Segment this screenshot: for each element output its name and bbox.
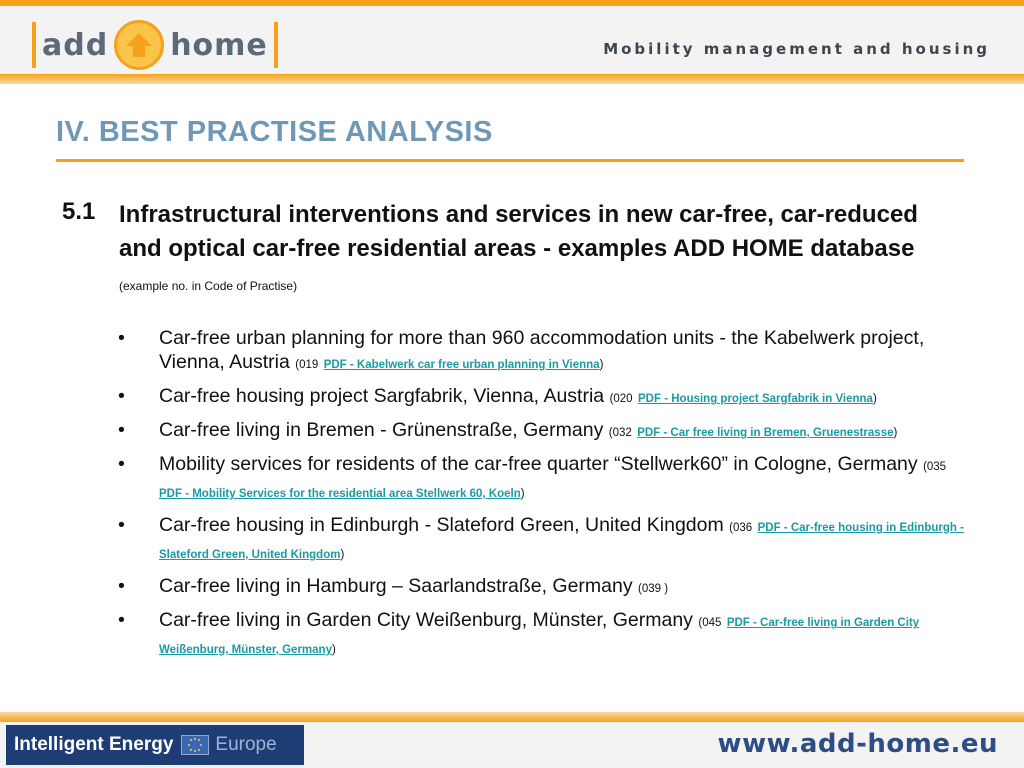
list-item-text: Car-free living in Garden City Weißenburg, Münster, Germany xyxy=(159,609,693,631)
list-item xyxy=(118,326,966,377)
example-ref: (036 xyxy=(729,522,753,534)
ref-close: ) xyxy=(340,549,345,561)
website-url[interactable]: www.add-home.eu xyxy=(717,729,998,759)
list-item-text: Mobility services for residents of the car-free quarter “Stellwerk60” in Cologne, Germany xyxy=(159,453,918,475)
title-divider xyxy=(56,159,964,162)
pdf-link[interactable]: PDF - Kabelwerk car free urban planning in Vienna xyxy=(323,359,600,371)
list-item xyxy=(118,418,966,445)
program-region: Europe xyxy=(215,734,277,755)
example-ref: (019 xyxy=(295,359,319,371)
ref-close: ) xyxy=(599,359,604,371)
logo-word-home: home xyxy=(170,27,268,63)
bullet-dot: • xyxy=(118,453,125,475)
bullet-dot: • xyxy=(118,514,125,536)
add-home-logo xyxy=(26,16,284,74)
examples-list xyxy=(118,326,966,669)
ref-close: ) xyxy=(893,427,898,439)
pdf-link[interactable]: PDF - Car-free living in Garden City Weißenburg, Münster, Germany xyxy=(159,617,920,656)
pdf-link[interactable]: PDF - Housing project Sargfabrik in Vienna xyxy=(638,393,873,405)
bullet-dot: • xyxy=(118,327,125,349)
ref-close: ) xyxy=(331,644,336,656)
list-item-text: Car-free living in Hamburg – Saarlandstraße, Germany xyxy=(159,575,633,597)
example-ref: (032 xyxy=(608,427,632,439)
example-ref: (020 xyxy=(609,393,633,405)
section-heading-text xyxy=(119,198,962,303)
section-number: 5.1 xyxy=(62,198,96,225)
house-arrow-icon xyxy=(114,20,164,70)
list-item-text: Car-free urban planning for more than 960 accommodation units - the Kabelwerk project, Vienna, Austria xyxy=(159,327,925,373)
section-heading xyxy=(62,198,962,303)
section-heading-note: (example no. in Code of Practise) xyxy=(119,279,298,293)
footer-accent-band xyxy=(0,712,1024,722)
logo-divider-left xyxy=(32,22,36,68)
page-title: IV. BEST PRACTISE ANALYSIS xyxy=(56,116,493,148)
header-accent-band xyxy=(0,74,1024,84)
list-item xyxy=(118,574,966,601)
tagline: Mobility management and housing xyxy=(603,40,990,58)
pdf-link[interactable]: PDF - Car free living in Bremen, Gruenestrasse xyxy=(637,427,894,439)
list-item xyxy=(118,608,966,662)
list-item-text: Car-free housing project Sargfabrik, Vienna, Austria xyxy=(159,385,605,407)
bullet-dot: • xyxy=(118,419,125,441)
example-ref: (045 xyxy=(698,617,722,629)
bullet-dot: • xyxy=(118,609,125,631)
section-heading-title: Infrastructural interventions and services in new car-free, car-reduced and optical car-free residential areas - examples ADD HOME database xyxy=(119,201,918,262)
ref-close: ) xyxy=(520,488,525,500)
example-ref: (035 xyxy=(923,461,947,473)
logo-divider-right xyxy=(274,22,278,68)
logo-word-add: add xyxy=(42,27,109,63)
list-item xyxy=(118,513,966,567)
bullet-dot: • xyxy=(118,385,125,407)
list-item-text: Car-free housing in Edinburgh - Slateford Green, United Kingdom xyxy=(159,514,724,536)
ref-close: ) xyxy=(872,393,877,405)
eu-flag-icon xyxy=(181,735,209,755)
pdf-link[interactable]: PDF - Car-free housing in Edinburgh - Slateford Green, United Kingdom xyxy=(159,522,964,561)
intelligent-energy-europe-logo xyxy=(6,725,304,765)
pdf-link[interactable]: PDF - Mobility Services for the residential area Stellwerk 60, Koeln xyxy=(159,488,521,500)
list-item xyxy=(118,384,966,411)
example-ref: (039 ) xyxy=(638,583,669,595)
header xyxy=(0,6,1024,74)
list-item-text: Car-free living in Bremen - Grünenstraße, Germany xyxy=(159,419,604,441)
program-name: Intelligent Energy xyxy=(14,734,174,755)
list-item xyxy=(118,452,966,506)
bullet-dot: • xyxy=(118,575,125,597)
